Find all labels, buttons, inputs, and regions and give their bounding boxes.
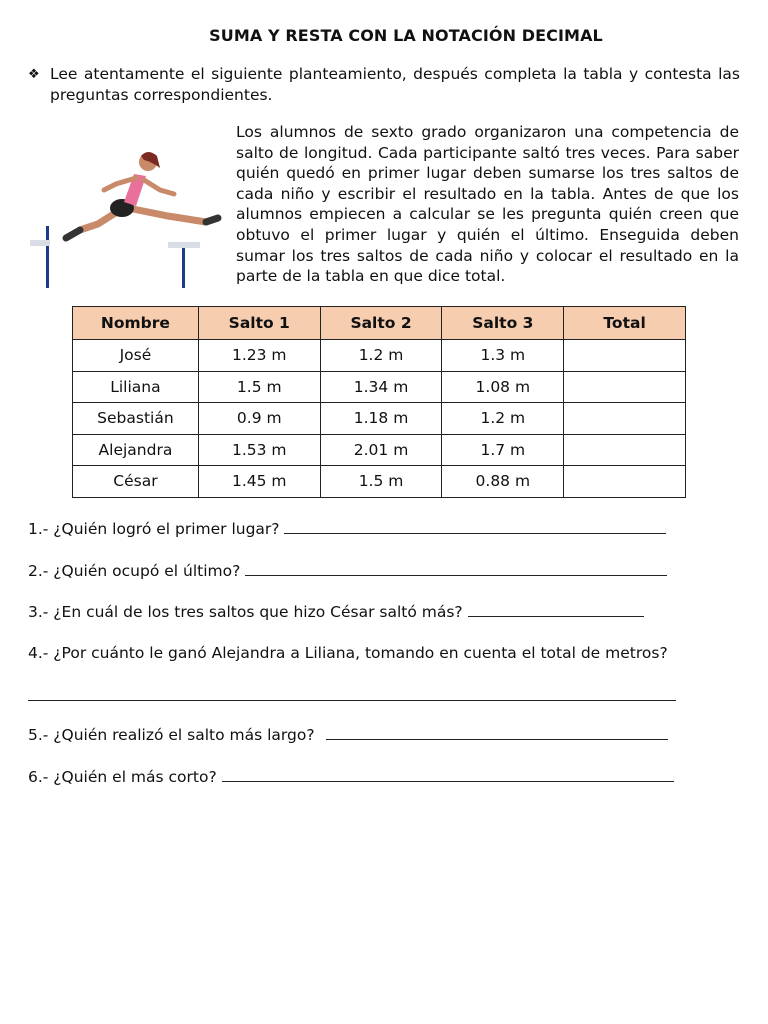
total-cell[interactable] xyxy=(564,466,686,498)
table-header-row xyxy=(73,307,686,340)
worksheet-title: SUMA Y RESTA CON LA NOTACIÓN DECIMAL xyxy=(209,26,603,45)
question-6 xyxy=(28,768,674,786)
total-cell[interactable] xyxy=(564,403,686,435)
question-text: 5.- ¿Quién realizó el salto más largo? xyxy=(28,726,315,744)
question-text: 3.- ¿En cuál de los tres saltos que hizo César saltó más? xyxy=(28,603,463,621)
instruction-text: Lee atentamente el siguiente planteamiento, después completa la tabla y contesta las preguntas correspondientes. xyxy=(50,65,740,104)
jump-cell: 1.34 m xyxy=(320,371,442,403)
problem-statement: Los alumnos de sexto grado organizaron una competencia de salto de longitud. Cada participante saltó tres veces. Para saber quién quedó en primer lugar deben sumarse los tres saltos de cada niño y escribir el resultado en la tabla. Antes de que los alumnos empiecen a calcular se les pregunta quién creen que obtuvo el primer lugar y quién el último. Enseguida deben sumar los tres saltos de cada niño y colocar el resultado en la parte de la tabla en que dice total. xyxy=(236,123,739,286)
answer-line[interactable] xyxy=(468,604,644,617)
answer-line[interactable] xyxy=(222,769,674,782)
name-cell: Liliana xyxy=(73,371,199,403)
column-header: Total xyxy=(564,307,686,340)
name-cell: César xyxy=(73,466,199,498)
question-5 xyxy=(28,726,668,744)
name-cell: Sebastián xyxy=(73,403,199,435)
column-header: Salto 1 xyxy=(198,307,320,340)
diamond-bullet-icon: ❖ xyxy=(28,67,40,82)
jump-cell: 1.3 m xyxy=(442,340,564,372)
jump-cell: 1.45 m xyxy=(198,466,320,498)
name-cell: Alejandra xyxy=(73,434,199,466)
question-4 xyxy=(28,644,668,662)
column-header: Salto 3 xyxy=(442,307,564,340)
question-text: 1.- ¿Quién logró el primer lugar? xyxy=(28,520,280,538)
jump-cell: 1.08 m xyxy=(442,371,564,403)
jump-cell: 1.5 m xyxy=(320,466,442,498)
question-text: 6.- ¿Quién el más corto? xyxy=(28,768,217,786)
jump-cell: 2.01 m xyxy=(320,434,442,466)
column-header: Salto 2 xyxy=(320,307,442,340)
jump-cell: 1.7 m xyxy=(442,434,564,466)
table-row xyxy=(73,340,686,372)
table-row xyxy=(73,403,686,435)
instruction xyxy=(28,64,740,106)
total-cell[interactable] xyxy=(564,371,686,403)
jump-cell: 1.2 m xyxy=(320,340,442,372)
jump-cell: 0.88 m xyxy=(442,466,564,498)
hurdler-illustration xyxy=(28,138,228,290)
jump-cell: 1.2 m xyxy=(442,403,564,435)
column-header: Nombre xyxy=(73,307,199,340)
table-row xyxy=(73,466,686,498)
jump-cell: 1.18 m xyxy=(320,403,442,435)
jump-cell: 1.23 m xyxy=(198,340,320,372)
jump-cell: 0.9 m xyxy=(198,403,320,435)
question-2 xyxy=(28,562,667,580)
question-text: 4.- ¿Por cuánto le ganó Alejandra a Liliana, tomando en cuenta el total de metros? xyxy=(28,644,668,662)
question-3 xyxy=(28,603,644,621)
answer-line[interactable] xyxy=(326,727,668,740)
total-cell[interactable] xyxy=(564,340,686,372)
table-row xyxy=(73,434,686,466)
table-row xyxy=(73,371,686,403)
total-cell[interactable] xyxy=(564,434,686,466)
question-text: 2.- ¿Quién ocupó el último? xyxy=(28,562,241,580)
name-cell: José xyxy=(73,340,199,372)
answer-line[interactable] xyxy=(28,700,676,701)
jump-cell: 1.5 m xyxy=(198,371,320,403)
jump-cell: 1.53 m xyxy=(198,434,320,466)
jumps-table xyxy=(72,306,686,498)
question-1 xyxy=(28,520,666,538)
answer-line[interactable] xyxy=(284,521,666,534)
answer-line[interactable] xyxy=(245,563,667,576)
